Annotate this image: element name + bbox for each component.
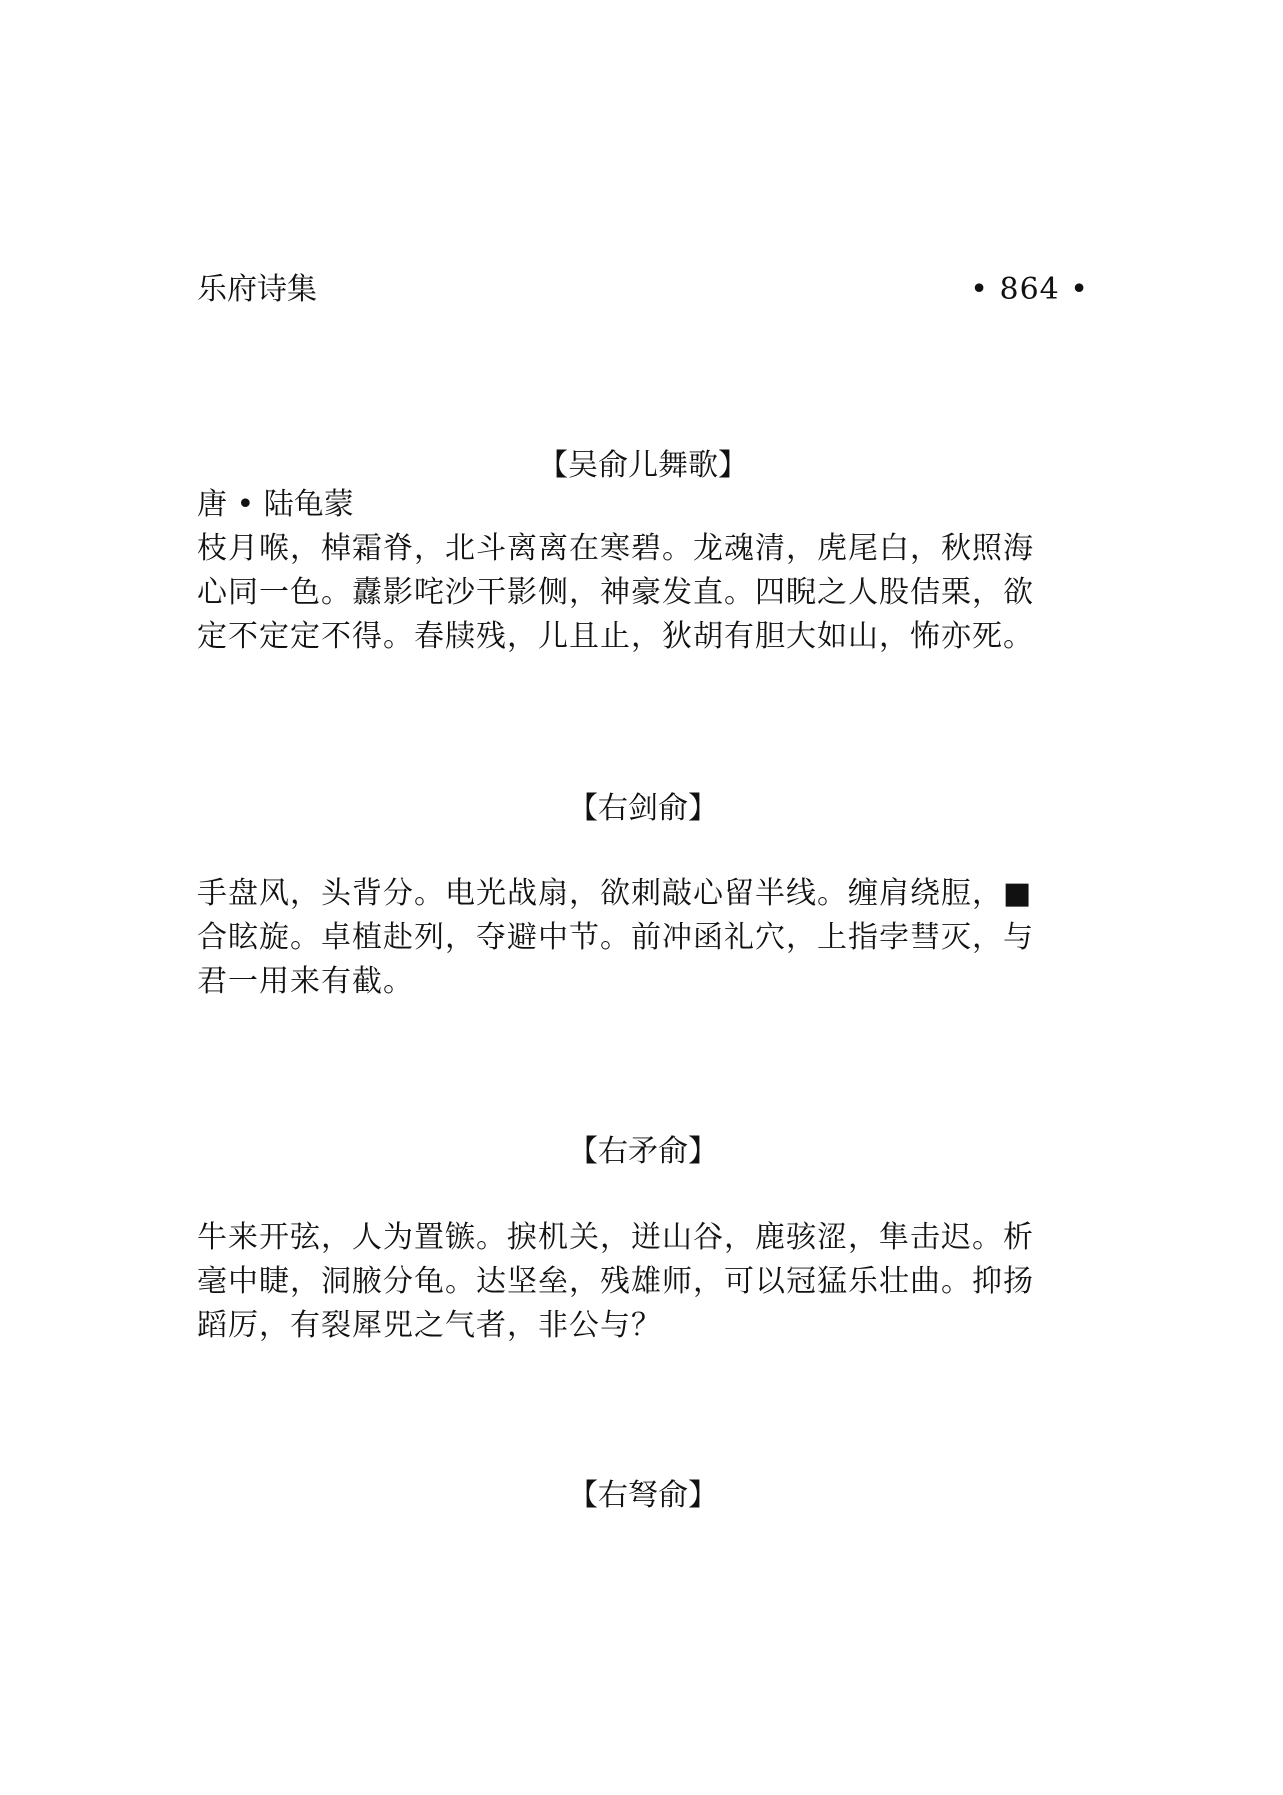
section-title: 【右矛俞】 [568, 1134, 718, 1169]
section-body [197, 872, 1089, 1004]
section-line: 牛来开弦，人为置镞。捩机关，迸山谷，鹿骇涩，隼击迟。析 [197, 1220, 1034, 1255]
book-title: 乐府诗集 [197, 272, 317, 307]
poem-author: 唐 • 陆龟蒙 [197, 487, 354, 522]
section-title: 【右剑俞】 [568, 791, 718, 826]
page-number: • 864 • [970, 272, 1089, 307]
section-line: 毫中睫，洞腋分龟。达坚垒，残雄师，可以冠猛乐壮曲。抑扬 [197, 1264, 1034, 1299]
poem-title: 【吴俞儿舞歌】 [538, 448, 748, 483]
section-title: 【右弩俞】 [568, 1478, 718, 1513]
section-body [197, 1216, 1089, 1348]
poem-line: 心同一色。纛影咤沙干影侧，神豪发直。四睨之人股佶栗，欲 [197, 575, 1034, 610]
poem-line: 定不定定不得。春牍残，儿且止，狄胡有胆大如山，怖亦死。 [197, 619, 1034, 654]
page-header [197, 268, 1089, 312]
section-line: 君一用来有截。 [197, 964, 414, 999]
section-line: 蹈厉，有裂犀兕之气者，非公与？ [197, 1308, 662, 1343]
section-line: 手盘风，头背分。电光战扇，欲刺敲心留半线。缠肩绕脰，■ [197, 876, 1033, 911]
section-line: 合眩旋。卓植赴列，夺避中节。前冲函礼穴，上指孛彗灭，与 [197, 920, 1034, 955]
poem-line: 枝月喉，棹霜脊，北斗离离在寒碧。龙魂清，虎尾白，秋照海 [197, 531, 1034, 566]
poem-body [197, 527, 1089, 659]
